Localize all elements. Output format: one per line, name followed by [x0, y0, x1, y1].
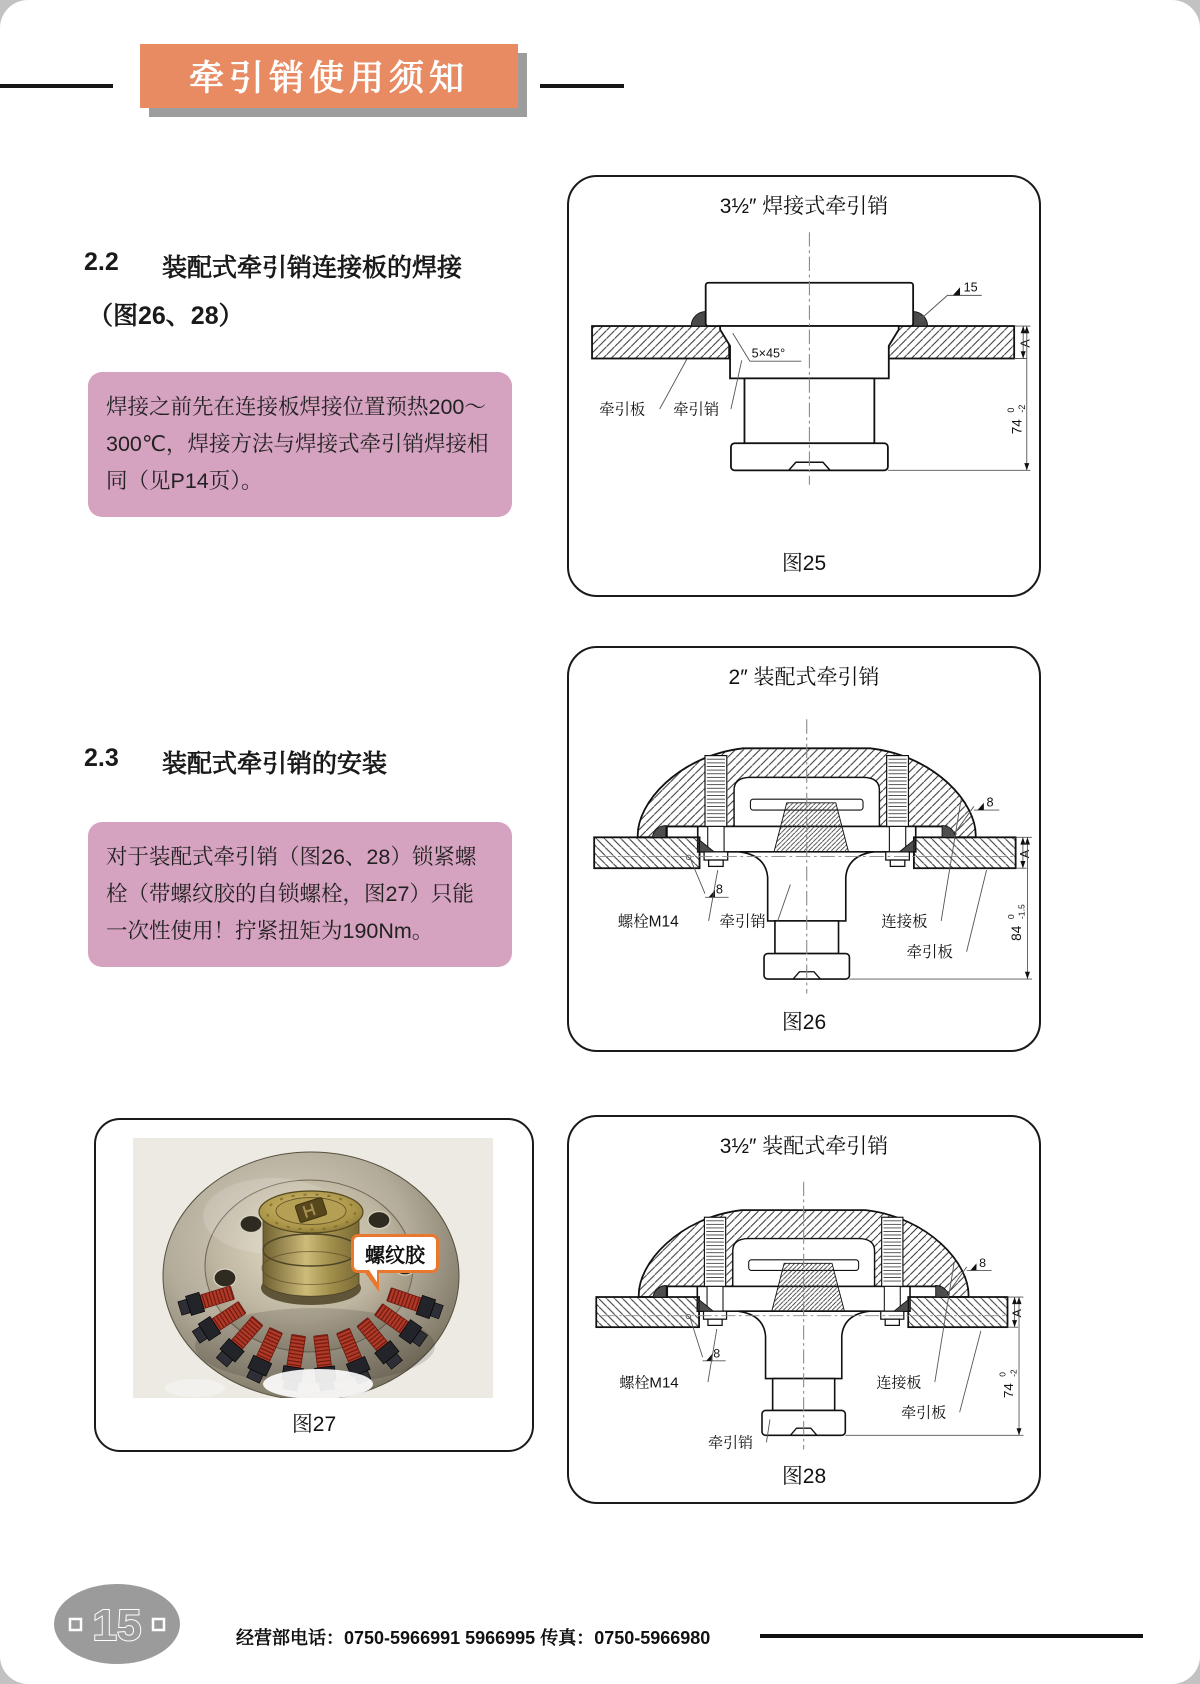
fig28-label-tow-plate: 牵引板: [901, 1404, 947, 1422]
fig26-label-kingpin: 牵引销: [719, 913, 766, 931]
section-2-2-title: 装配式牵引销连接板的焊接: [162, 254, 463, 282]
page-number-badge: [52, 1582, 182, 1671]
section-2-3-title: 装配式牵引销的安装: [162, 750, 388, 778]
figure-25-caption: 图25: [781, 552, 827, 575]
figure-27-caption: 图27: [291, 1413, 337, 1436]
fig26-pin-core-section: [774, 803, 848, 852]
fig25-drawing: [574, 225, 1034, 492]
fig28-height-tol-upper: 0: [997, 1372, 1008, 1377]
header-rule-right: [540, 84, 624, 88]
fig26-label-bolt: 螺栓M14: [617, 913, 679, 931]
fig25-part-labels: [599, 359, 742, 418]
figure-28-title: 3½″ 装配式牵引销: [719, 1135, 889, 1158]
callout-pointer-inner: [367, 1267, 377, 1282]
fig28-height-value: 74: [1000, 1383, 1016, 1399]
fig25-label-kingpin: 牵引销: [673, 401, 720, 419]
fig28-label-kingpin: 牵引销: [707, 1434, 754, 1452]
figure-28-caption: 图28: [781, 1465, 827, 1488]
section-2-3-number: 2.3: [84, 744, 119, 772]
section-2-3-heading: [84, 744, 387, 780]
figure-26-caption: 图26: [781, 1011, 827, 1034]
page-title-banner: [140, 44, 518, 108]
footer-contact: 经营部电话：0750-5966991 5966995 传真：0750-5966980: [236, 1628, 711, 1648]
fig27-photo: [133, 1138, 493, 1398]
page-number: 15: [92, 1601, 142, 1650]
fig26-datum-label: A: [1017, 849, 1033, 859]
fig26-height-tol-upper: 0: [1005, 914, 1016, 920]
fig26-weld-left-size: 8: [715, 881, 723, 897]
page-number-badge-svg: [52, 1582, 182, 1666]
page-title: 牵引销使用须知: [188, 59, 469, 98]
fig26-weld-right-size: 8: [986, 794, 994, 810]
figure-26-box: [567, 646, 1041, 1052]
section-2-2-heading: [84, 248, 462, 284]
fig25-height-tol-lower: -2: [1016, 404, 1027, 413]
fig27-kingpin: [259, 1191, 363, 1305]
fig26-label-connecting-plate: 连接板: [881, 913, 928, 931]
footer-rule: [760, 1634, 1143, 1638]
figure-28-box: [567, 1115, 1041, 1504]
section-2-3-note: 对于装配式牵引销（图26、28）锁紧螺栓（带螺纹胶的自锁螺栓，图27）只能一次性使用！拧紧扭矩为190Nm。: [88, 822, 512, 967]
fig26-label-tow-plate: 牵引板: [906, 944, 953, 962]
fig28-weld-left-size: 8: [713, 1346, 721, 1361]
fig28-pin-core-section: [772, 1263, 845, 1311]
fig25-datum-label: A: [1018, 339, 1033, 348]
fig26-height-tol-lower: -1.5: [1016, 904, 1027, 920]
fig26-drawing: [572, 692, 1036, 999]
section-2-2-note: 焊接之前先在连接板焊接位置预热200～300℃，焊接方法与焊接式牵引销焊接相同（见P14页）。: [88, 372, 512, 517]
figure-25-title: 3½″ 焊接式牵引销: [719, 195, 889, 218]
figure-25-box: [567, 175, 1041, 597]
fig27-callout-label: 螺纹胶: [365, 1245, 425, 1267]
fig28-label-bolt: 螺栓M14: [619, 1374, 679, 1392]
figure-26-title: 2″ 装配式牵引销: [728, 666, 880, 689]
fig25-height-value: 74: [1009, 419, 1025, 435]
fig27-threadlocker-callout: [351, 1234, 439, 1273]
fig25-weld-dim: [919, 281, 982, 321]
fig25-label-tow-plate: 牵引板: [599, 401, 646, 419]
fig28-weld-right-size: 8: [979, 1255, 987, 1270]
fig25-chamfer-label: 5×45°: [751, 346, 786, 361]
section-2-2-subtitle: （图26、28）: [88, 302, 244, 330]
header-rule-left: [0, 84, 113, 88]
fig26-height-value: 84: [1009, 925, 1025, 941]
fig28-height-tol-lower: -2: [1008, 1369, 1019, 1377]
fig25-weld-size: 15: [963, 280, 978, 295]
fig28-label-connecting-plate: 连接板: [876, 1374, 922, 1392]
fig28-drawing: [575, 1155, 1027, 1455]
figure-27-box: [94, 1118, 534, 1452]
section-2-2-number: 2.2: [84, 248, 119, 276]
fig28-datum-label: A: [1009, 1309, 1024, 1318]
fig25-height-tol-upper: 0: [1006, 407, 1017, 413]
fig27-photo-image: [133, 1138, 493, 1398]
